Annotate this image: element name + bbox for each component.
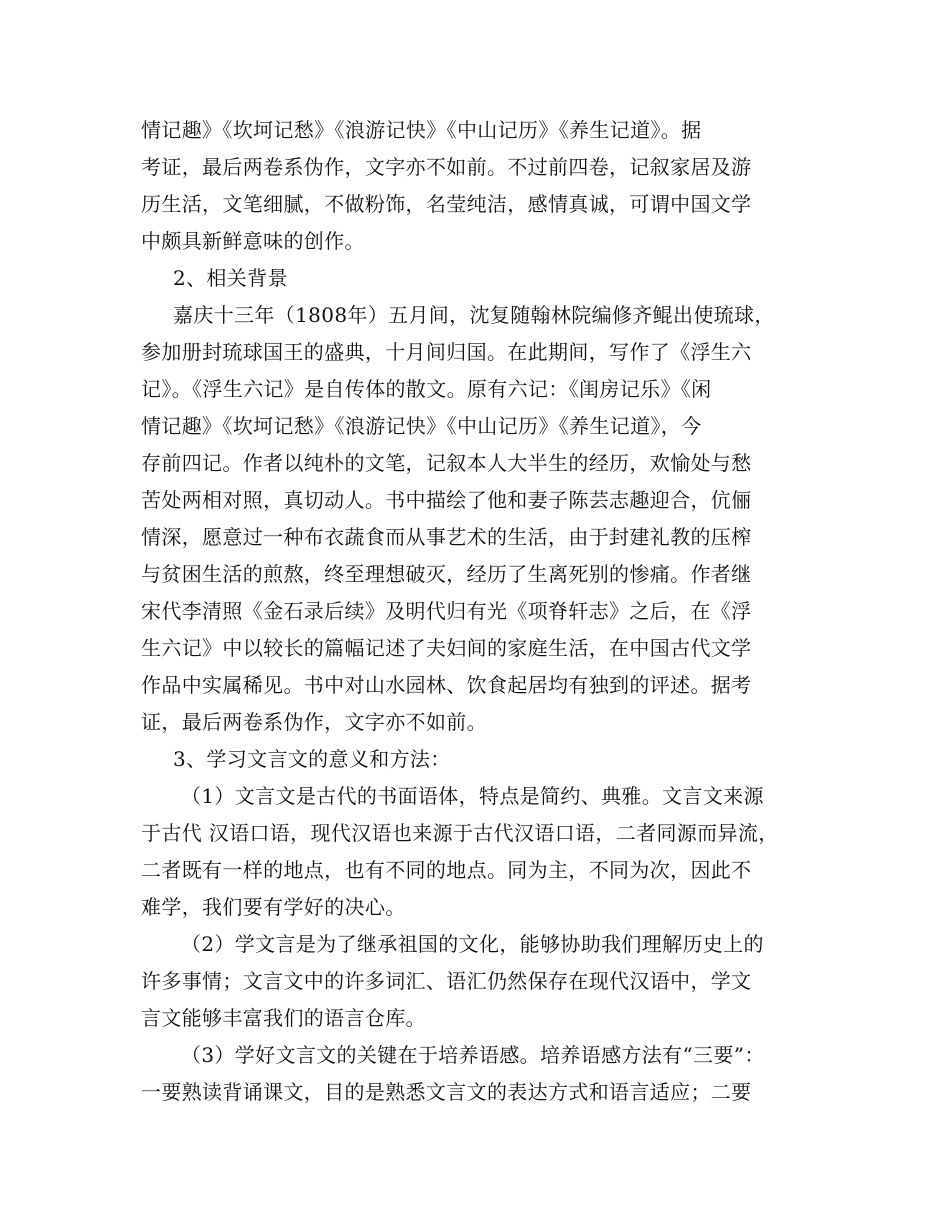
text-line: 存前四记。作者以纯朴的文笔，记叙本人大半生的经历，欢愉处与愁	[141, 451, 752, 475]
text-line: （2）学文言是为了继承祖国的文化，能够协助我们理解历史上的	[181, 932, 764, 956]
text-line: 生六记》中以较长的篇幅记述了夫妇间的家庭生活，在中国古代文学	[141, 636, 752, 660]
section-heading: 2、相关背景	[173, 266, 288, 290]
text-line: 言文能够丰富我们的语言仓库。	[141, 1006, 426, 1030]
text-line: 证，最后两卷系伪作，文字亦不如前。	[141, 710, 487, 734]
text-line: 考证，最后两卷系伪作，文字亦不如前。不过前四卷，记叙家居及游	[141, 155, 752, 179]
document-body	[141, 112, 806, 1111]
text-line: （3）学好文言文的关键在于培养语感。培养语感方法有“三要”：	[181, 1043, 765, 1067]
section-heading: 3、学习文言文的意义和方法：	[173, 747, 451, 771]
text-line: 中颇具新鲜意味的创作。	[141, 229, 365, 253]
text-line: 嘉庆十三年（1808年）五月间，沈复随翰林院编修齐鲲出使琉球，	[173, 303, 775, 327]
text-line: 与贫困生活的煎熬，终至理想破灭，经历了生离死别的惨痛。作者继	[141, 562, 752, 586]
text-line: 记》。《浮生六记》是自传体的散文。原有六记：《闺房记乐》《闲	[141, 377, 712, 401]
text-line: 宋代李清照《金石录后续》及明代归有光《项脊轩志》之后，在《浮	[141, 599, 752, 623]
text-line: 情深，愿意过一种布衣蔬食而从事艺术的生活，由于封建礼教的压榨	[141, 525, 752, 549]
text-line: 难学，我们要有学好的决心。	[141, 895, 406, 919]
text-line: 二者既有一样的地点，也有不同的地点。同为主，不同为次，因此不	[141, 858, 752, 882]
text-line: 参加册封琉球国王的盛典，十月间归国。在此期间，写作了《浮生六	[141, 340, 752, 364]
text-line: 历生活，文笔细腻，不做粉饰，名莹纯洁，感情真诚，可谓中国文学	[141, 192, 752, 216]
text-line: 情记趣》《坎坷记愁》《浪游记快》《中山记历》《养生记道》，今	[141, 414, 702, 438]
text-line: （1）文言文是古代的书面语体，特点是简约、典雅。文言文来源	[181, 784, 764, 808]
text-line: 一要熟读背诵课文，目的是熟悉文言文的表达方式和语言适应；二要	[141, 1080, 752, 1104]
text-line: 苦处两相对照，真切动人。书中描绘了他和妻子陈芸志趣迎合，伉俪	[141, 488, 752, 512]
text-line: 作品中实属稀见。书中对山水园林、饮食起居均有独到的评述。据考	[141, 673, 752, 697]
text-line: 于古代 汉语口语，现代汉语也来源于古代汉语口语，二者同源而异流，	[141, 821, 779, 845]
text-line: 许多事情；文言文中的许多词汇、语汇仍然保存在现代汉语中，学文	[141, 969, 752, 993]
text-line: 情记趣》《坎坷记愁》《浪游记快》《中山记历》《养生记道》。据	[141, 118, 702, 142]
